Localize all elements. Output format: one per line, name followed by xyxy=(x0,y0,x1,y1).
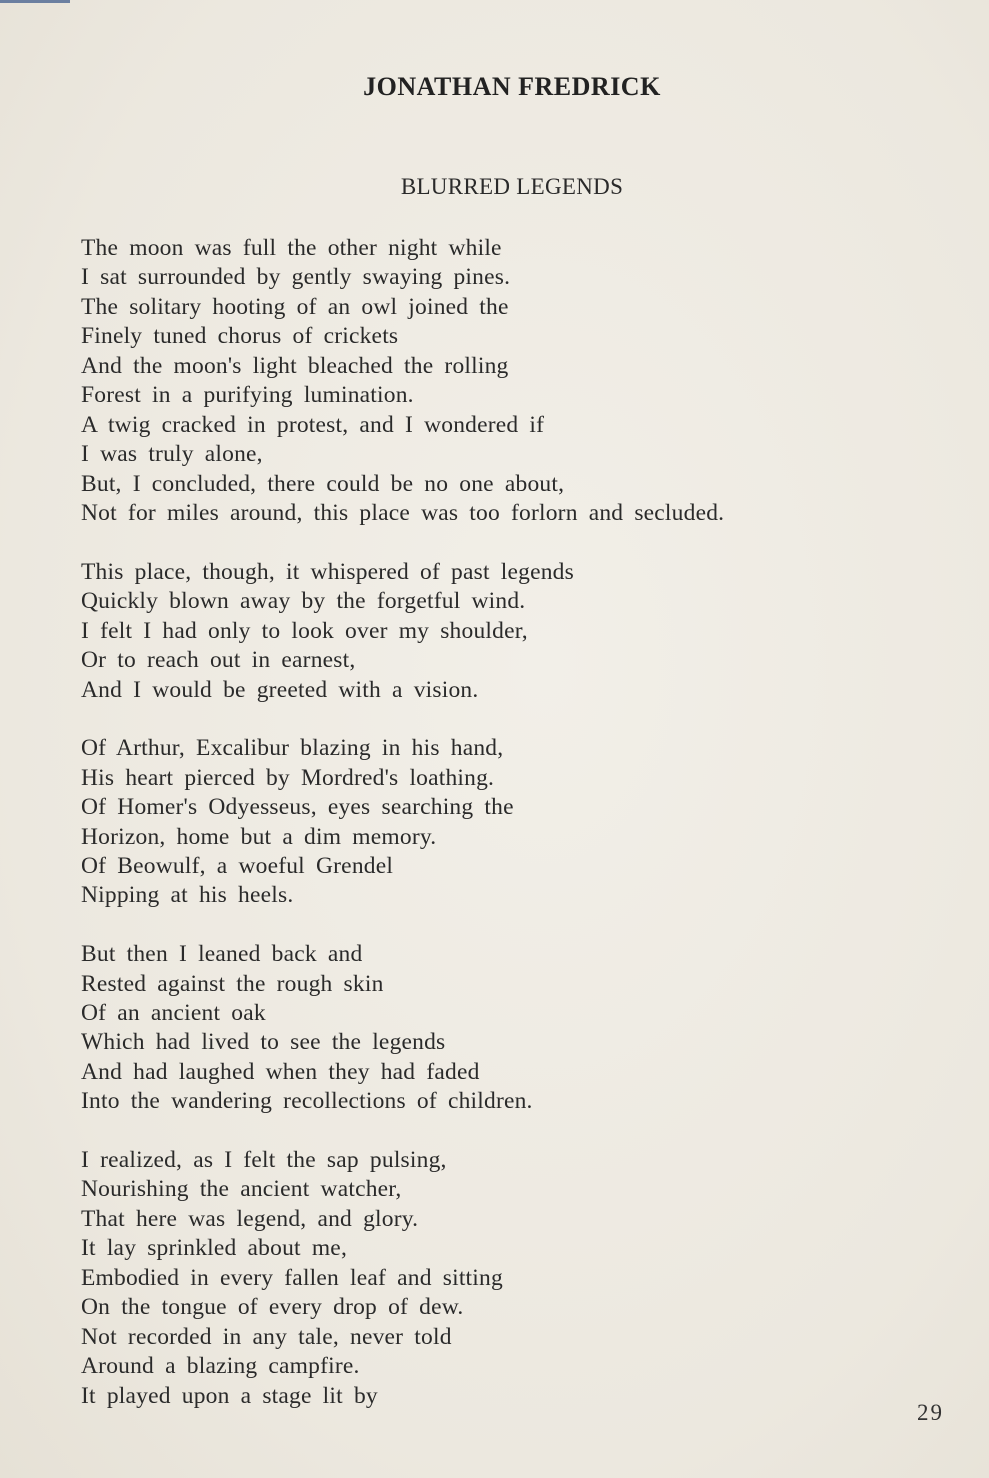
poem-line: But then I leaned back and xyxy=(81,941,363,968)
poem-line: But, I concluded, there could be no one about, xyxy=(81,470,565,497)
poem-line: I realized, as I felt the sap pulsing, xyxy=(81,1146,447,1173)
poem-stanza xyxy=(81,234,961,529)
poem-line: Or to reach out in earnest, xyxy=(81,647,356,674)
poem-line: That here was legend, and glory. xyxy=(81,1205,419,1232)
poem-line: Embodied in every fallen leaf and sitting xyxy=(81,1264,503,1291)
poem-body xyxy=(81,234,961,1440)
poem-stanza xyxy=(81,558,961,705)
poem-line: I felt I had only to look over my shoulder, xyxy=(81,617,528,644)
poem-stanza xyxy=(81,734,961,911)
poem-line: Forest in a purifying lumination. xyxy=(81,382,414,409)
poem-line: It played upon a stage lit by xyxy=(81,1382,378,1409)
poem-line: And had laughed when they had faded xyxy=(81,1058,480,1085)
poem-line: And I would be greeted with a vision. xyxy=(81,676,479,703)
poem-line: Not for miles around, this place was too forlorn and secluded. xyxy=(81,500,725,527)
poem-line: This place, though, it whispered of past legends xyxy=(81,558,574,585)
poem-title: BLURRED LEGENDS xyxy=(400,174,624,199)
poem-line: The solitary hooting of an owl joined the xyxy=(81,293,509,320)
poem-line: Of Beowulf, a woeful Grendel xyxy=(81,852,394,879)
poem-line: Finely tuned chorus of crickets xyxy=(81,323,399,350)
poem-line: Of an ancient oak xyxy=(81,999,266,1026)
page-number: 29 xyxy=(917,1400,944,1425)
poem-line: Of Homer's Odyesseus, eyes searching the xyxy=(81,794,514,821)
poem-line: And the moon's light bleached the rolling xyxy=(81,352,509,379)
page-edge-mark xyxy=(0,0,70,3)
poem-line: Around a blazing campfire. xyxy=(81,1353,360,1380)
poem-line: Rested against the rough skin xyxy=(81,970,384,997)
poem-line: Quickly blown away by the forgetful wind. xyxy=(81,588,526,615)
poem-line: A twig cracked in protest, and I wondered if xyxy=(81,411,545,438)
poem-line: Of Arthur, Excalibur blazing in his hand, xyxy=(81,735,504,762)
poem-stanza xyxy=(81,940,961,1117)
poem-line: I was truly alone, xyxy=(81,441,263,468)
poem-line: Into the wandering recollections of children. xyxy=(81,1088,533,1115)
poem-line: The moon was full the other night while xyxy=(81,235,502,261)
poem-line: I sat surrounded by gently swaying pines. xyxy=(81,264,511,291)
poem-line: It lay sprinkled about me, xyxy=(81,1235,348,1262)
poem-stanza xyxy=(81,1146,961,1411)
poem-line: On the tongue of every drop of dew. xyxy=(81,1294,464,1321)
poem-line: Nourishing the ancient watcher, xyxy=(81,1176,402,1203)
poem-line: Not recorded in any tale, never told xyxy=(81,1323,452,1350)
poem-line: His heart pierced by Mordred's loathing. xyxy=(81,764,495,791)
poem-line: Nipping at his heels. xyxy=(81,882,294,909)
poem-line: Horizon, home but a dim memory. xyxy=(81,823,437,850)
author-name: JONATHAN FREDRICK xyxy=(363,72,661,101)
poem-line: Which had lived to see the legends xyxy=(81,1029,446,1056)
